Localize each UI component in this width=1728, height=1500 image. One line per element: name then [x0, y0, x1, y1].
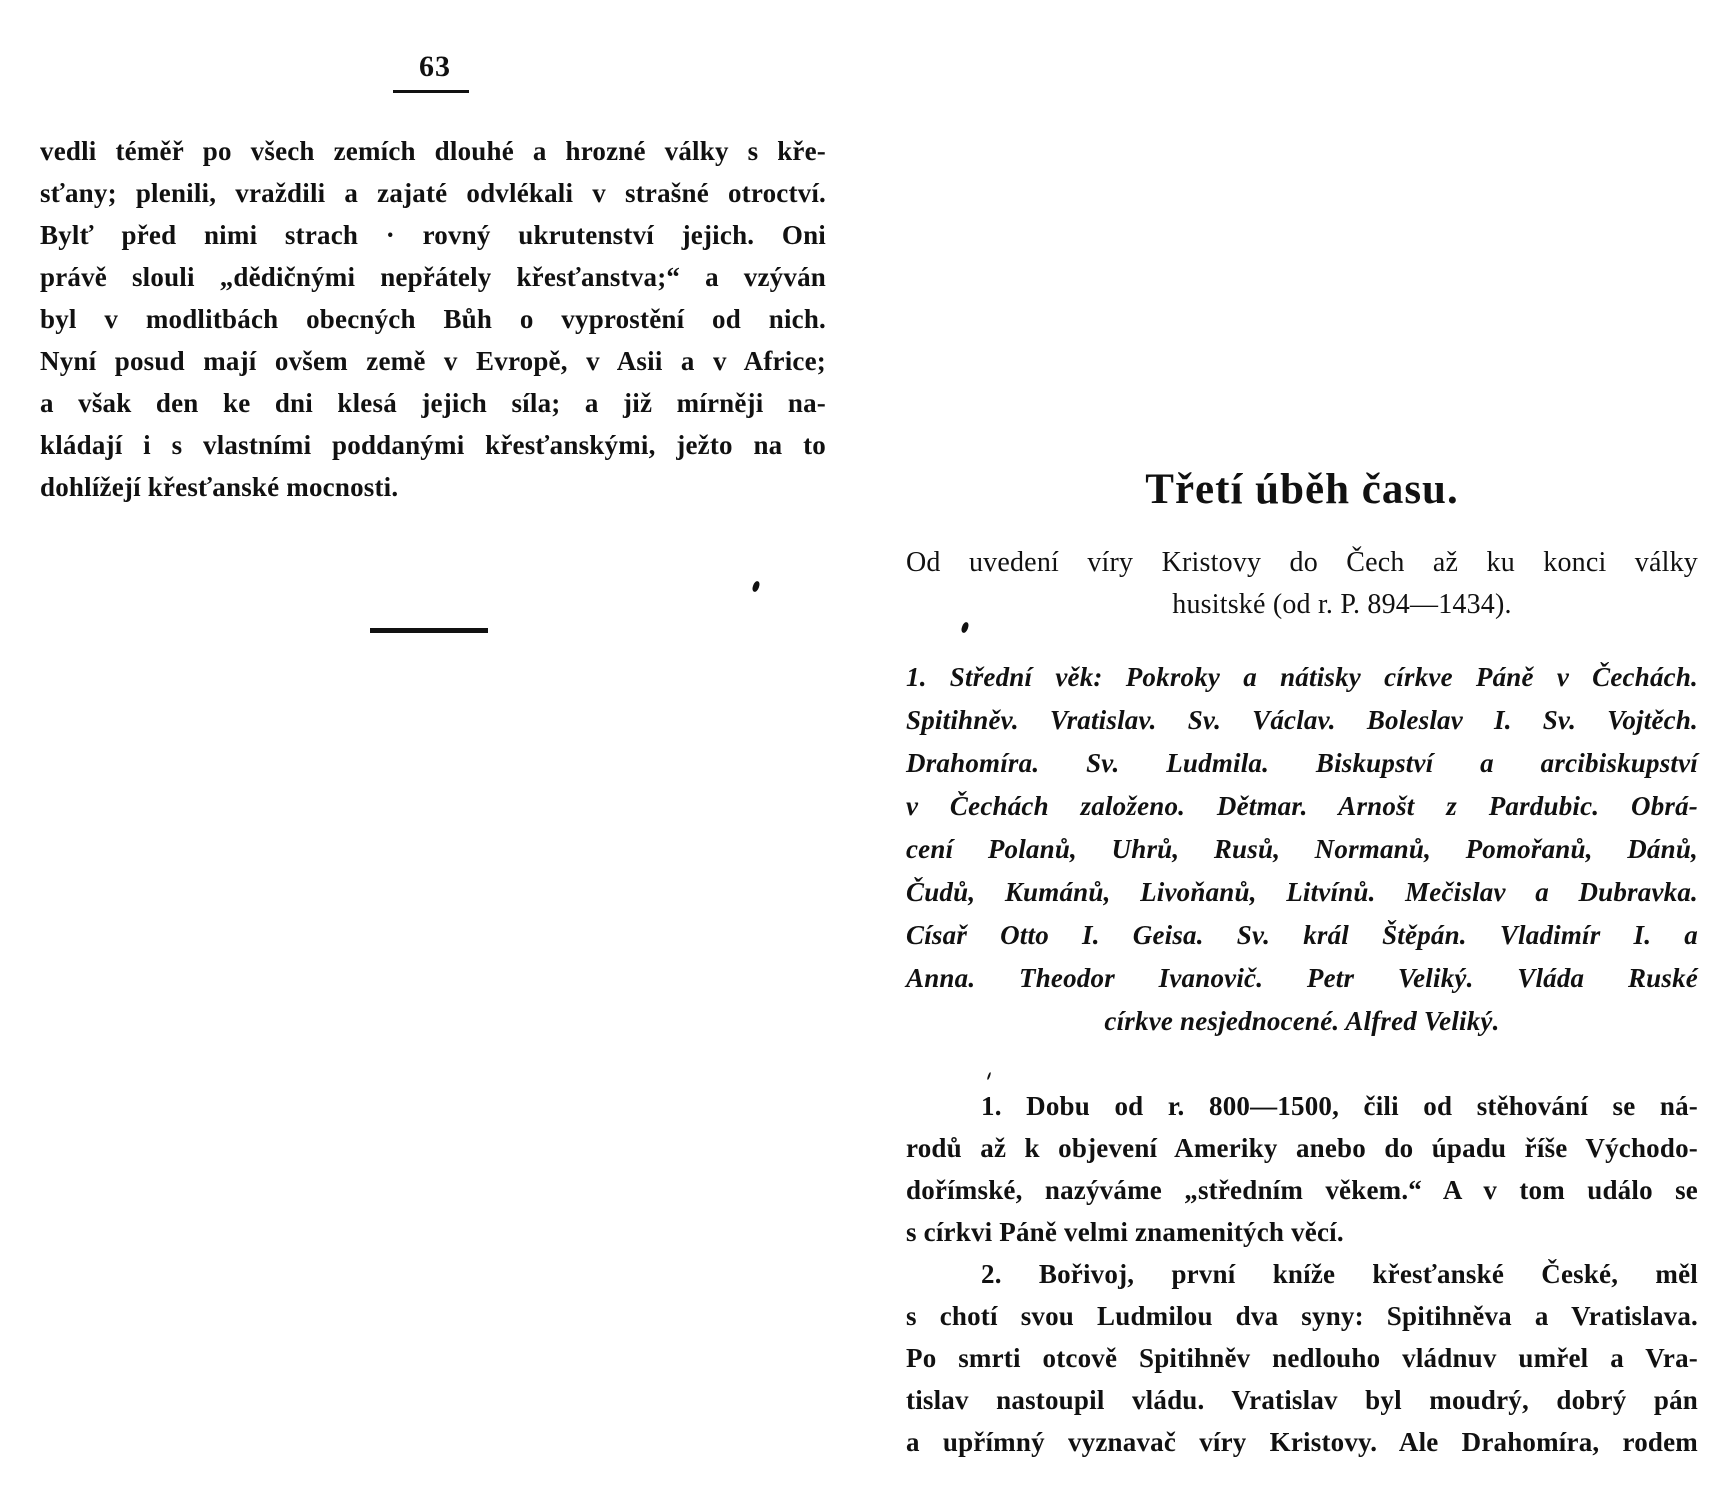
text-line: Nyní posud mají ovšem země v Evropě, v Asii a v Africe; — [40, 346, 826, 376]
summary-line: 1. Střední věk: Pokroky a nátisky církve Páně v Čechách. — [906, 662, 1698, 692]
chapter-subtitle — [906, 542, 1698, 626]
summary-line: Císař Otto I. Geisa. Sv. král Štěpán. Vladimír I. a — [906, 920, 1698, 950]
text-line: Bylť před nimi strach · rovný ukrutenství jejich. Oni — [40, 220, 826, 250]
left-column-text — [40, 130, 826, 508]
chapter-title: Třetí úběh času. — [1145, 466, 1459, 513]
paragraph-2-line: s chotí svou Ludmilou dva syny: Spitihněva a Vratislava. — [906, 1301, 1698, 1331]
paragraph-2-line: 2. Bořivoj, první kníže křesťanské České, měl — [981, 1259, 1698, 1289]
text-line: dohlížejí křesťanské mocnosti. — [40, 472, 399, 502]
text-line: kládají i s vlastními poddanými křesťanskými, ježto na to — [40, 430, 826, 460]
summary-line: Čudů, Kumánů, Livoňanů, Litvínů. Mečislav a Dubravka. — [906, 877, 1698, 907]
paragraph-1-line: rodů až k objevení Ameriky anebo do úpadu říše Východo- — [906, 1133, 1698, 1163]
section-divider — [370, 628, 488, 633]
summary-line: církve nesjednocené. Alfred Veliký. — [1104, 1006, 1500, 1036]
subtitle-line: Od uvedení víry Kristovy do Čech až ku konci války — [906, 547, 1698, 578]
ink-speck — [751, 580, 760, 592]
body-text — [906, 1085, 1698, 1463]
text-line: právě slouli „dědičnými nepřátely křesťanstva;“ a vzýván — [40, 262, 826, 292]
text-line: a však den ke dni klesá jejich síla; a již mírněji na- — [40, 388, 826, 418]
paragraph-2-line: a upřímný vyznavač víry Kristovy. Ale Drahomíra, rodem — [906, 1427, 1698, 1457]
summary-line: v Čechách založeno. Dětmar. Arnošt z Pardubic. Obrá- — [906, 791, 1698, 821]
summary-line: cení Polanů, Uhrů, Rusů, Normanů, Pomořanů, Dánů, — [906, 834, 1698, 864]
paragraph-1-line: dořímské, nazýváme „středním věkem.“ A v tom událo se — [906, 1175, 1698, 1205]
summary-line: Spitihněv. Vratislav. Sv. Václav. Boleslav I. Sv. Vojtěch. — [906, 705, 1698, 735]
paragraph-2-line: Po smrti otcově Spitihněv nedlouho vládnuv umřel a Vra- — [906, 1343, 1698, 1373]
summary-line: Drahomíra. Sv. Ludmila. Biskupství a arcibiskupství — [906, 748, 1698, 778]
summary-line: Anna. Theodor Ivanovič. Petr Veliký. Vláda Ruské — [906, 963, 1698, 993]
section-summary — [906, 656, 1698, 1043]
subtitle-line: husitské (od r. P. 894—1434). — [1172, 589, 1512, 620]
text-line: vedli téměř po všech zemích dlouhé a hrozné války s kře- — [40, 136, 826, 166]
page-number-underline — [393, 90, 469, 93]
text-line: sťany; plenili, vraždili a zajaté odvlékali v strašné otroctví. — [40, 178, 826, 208]
paragraph-2-line: tislav nastoupil vládu. Vratislav byl moudrý, dobrý pán — [906, 1385, 1698, 1415]
right-column — [906, 460, 1698, 1463]
paragraph-1-line: s církvi Páně velmi znamenitých věcí. — [906, 1217, 1344, 1247]
page-number: 63 — [419, 50, 451, 83]
text-line: byl v modlitbách obecných Bůh o vyprostění od nich. — [40, 304, 826, 334]
paragraph-1-line: 1. Dobu od r. 800—1500, čili od stěhování se ná- — [981, 1091, 1698, 1121]
